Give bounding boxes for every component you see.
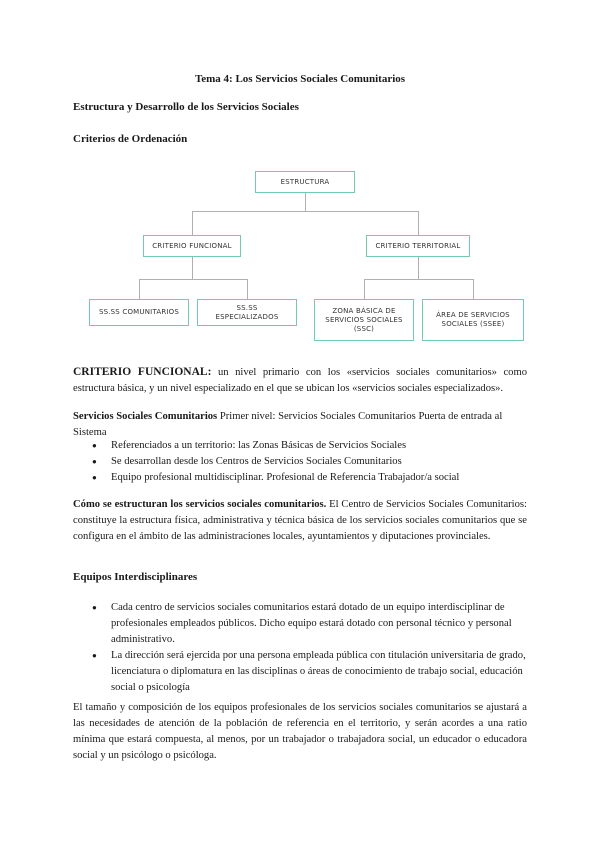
list-item: ● Referenciados a un territorio: las Zonas Básicas de Servicios Sociales [89,438,529,454]
connector-line [192,211,418,212]
section-heading-estructura: Estructura y Desarrollo de los Servicios Sociales [73,101,299,113]
document-title: Tema 4: Los Servicios Sociales Comunitarios [194,73,406,85]
paragraph-text: un nivel primario con los «servicios sociales comunitarios» como estructura básica, y un nivel especializado en el que se ubican los «servicios sociales especializados». [73,367,528,394]
diagram-node-ss-especializados: SS.SS ESPECIALIZADOS [197,299,297,326]
diagram-node-estructura: ESTRUCTURA [255,171,355,193]
structure-diagram [0,0,600,340]
connector-line [139,279,140,299]
connector-line [305,193,306,211]
list-item: ● Cada centro de servicios sociales comunitarios estará dotado de un equipo interdisciplinar de profesionales empleados públicos. Dicho equipo estará dotado con personal técnico y personal administrativo. [89,600,526,648]
diagram-node-area-servicios: ÁREA DE SERVICIOS SOCIALES (SSEE) [422,299,524,341]
connector-line [473,279,474,299]
paragraph-text: Primer nivel: Servicios Sociales Comunitarios Puerta de entrada al Sistema [73,411,503,438]
list-item: ● Equipo profesional multidisciplinar. Profesional de Referencia Trabajador/a social [89,470,529,486]
connector-line [364,279,365,299]
diagram-node-criterio-funcional: CRITERIO FUNCIONAL [143,235,241,257]
section-heading-criterios: Criterios de Ordenación [73,133,188,145]
paragraph-lead: Cómo se estructuran los servicios sociales comunitarios. [73,499,327,510]
equipos-bullet-list [89,600,526,696]
connector-line [139,279,247,280]
paragraph-comunitarios [73,409,527,441]
diagram-node-zona-basica: ZONA BÁSICA DE SERVICIOS SOCIALES (SSC) [314,299,414,341]
connector-line [418,211,419,235]
paragraph-lead: CRITERIO FUNCIONAL: [73,366,212,378]
connector-line [364,279,474,280]
connector-line [192,211,193,235]
connector-line [192,257,193,279]
paragraph-criterio-funcional [73,364,527,397]
paragraph-estructuran [73,497,527,545]
section-heading-equipos: Equipos Interdisciplinares [73,571,198,583]
list-item: ● Se desarrollan desde los Centros de Servicios Sociales Comunitarios [89,454,529,470]
diagram-node-criterio-territorial: CRITERIO TERRITORIAL [366,235,470,257]
paragraph-text: El Centro de Servicios Sociales Comunitarios: constituye la estructura física, administrativa y técnica básica de los servicios sociales comunitarios que se configura en el ámbito de las administraciones locales, ayuntamientos y diputaciones provinciales. [73,499,527,542]
comunitarios-bullet-list [89,438,529,486]
diagram-node-ss-comunitarios: SS.SS COMUNITARIOS [89,299,189,326]
connector-line [418,257,419,279]
paragraph-lead: Servicios Sociales Comunitarios [73,411,218,422]
list-item: ● La dirección será ejercida por una persona empleada pública con titulación universitaria de grado, licenciatura o diplomatura en las disciplinas o áreas de conocimiento de trabajo social, educación social o psicología [89,648,526,696]
connector-line [247,279,248,299]
paragraph-closing: El tamaño y composición de los equipos profesionales de los servicios sociales comunitarios se ajustará a las necesidades de atención de la población de referencia en el territorio, y serán acordes a una ratio mínima que estará compuesta, al menos, por un trabajador o trabajadora social, un educador o educadora social y un psicólogo o psicóloga. [73,702,527,761]
